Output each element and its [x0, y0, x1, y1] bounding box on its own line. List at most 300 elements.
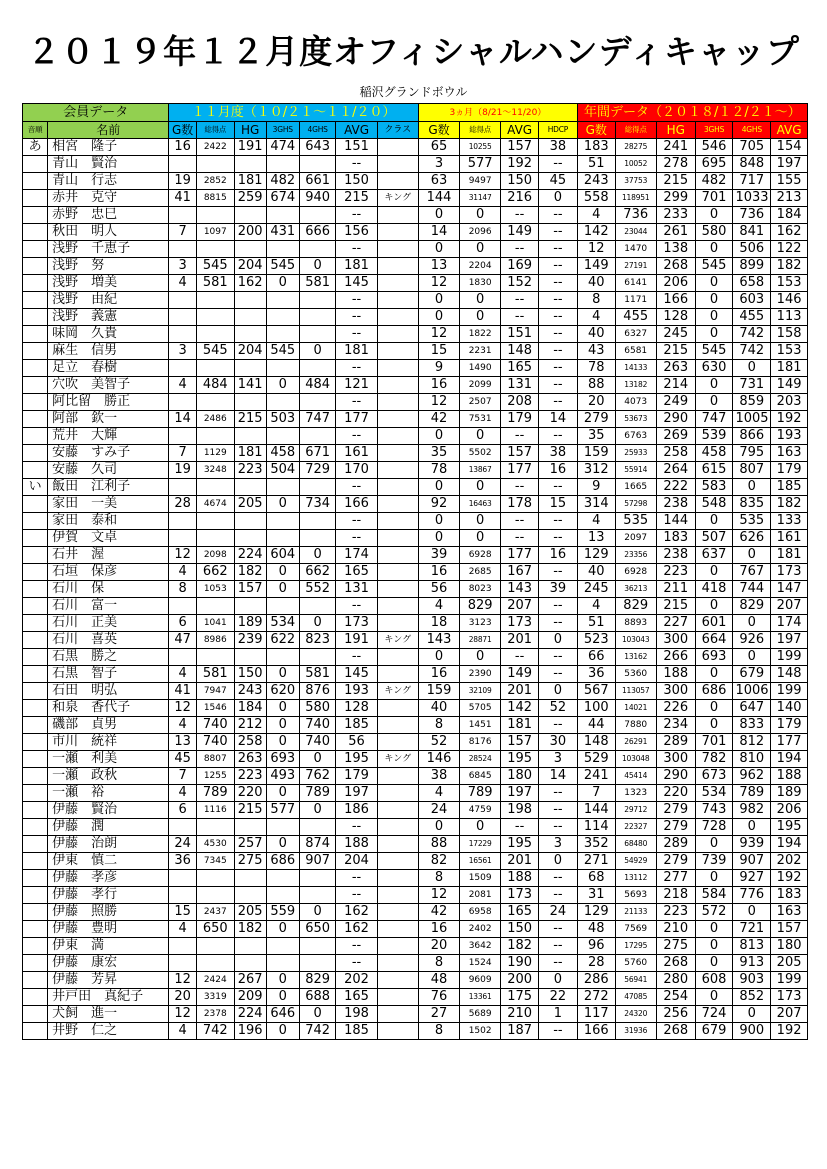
cell-year-hg: 188	[656, 666, 695, 683]
cell-month-games: 4	[169, 377, 196, 394]
cell-three-games: 38	[418, 768, 459, 785]
cell-month-4ghs: 650	[299, 921, 336, 938]
cell-month-3ghs	[266, 598, 299, 615]
table-row	[23, 751, 808, 768]
cell-year-hg: 290	[656, 411, 695, 428]
cell-name: 青山 行志	[48, 173, 169, 190]
cell-month-hg: 157	[234, 581, 266, 598]
cell-three-total: 1830	[460, 275, 501, 292]
cell-year-4ghs: 899	[733, 258, 771, 275]
cell-month-games	[169, 513, 196, 530]
table-row	[23, 700, 808, 717]
cell-month-4ghs: 581	[299, 666, 336, 683]
cell-three-hdcp: --	[538, 275, 577, 292]
cell-year-3ghs: 637	[695, 547, 733, 564]
cell-year-4ghs: 535	[733, 513, 771, 530]
cell-month-total: 1116	[196, 802, 234, 819]
cell-three-total: 5705	[460, 700, 501, 717]
cell-name: 石川 喜英	[48, 632, 169, 649]
cell-month-games: 28	[169, 496, 196, 513]
cell-month-4ghs	[299, 938, 336, 955]
cell-initial	[23, 649, 48, 666]
cell-year-total: 535	[615, 513, 656, 530]
cell-year-4ghs: 848	[733, 156, 771, 173]
group-header-row	[23, 104, 808, 122]
cell-three-hdcp: 1	[538, 1006, 577, 1023]
cell-initial	[23, 207, 48, 224]
cell-year-hg: 268	[656, 955, 695, 972]
cell-month-games: 7	[169, 224, 196, 241]
cell-initial	[23, 394, 48, 411]
cell-three-hdcp: --	[538, 802, 577, 819]
col-year-games: G数	[577, 122, 615, 139]
cell-month-hg: 200	[234, 224, 266, 241]
cell-month-class	[377, 972, 418, 989]
cell-name: 家田 泰和	[48, 513, 169, 530]
cell-three-hdcp: --	[538, 598, 577, 615]
cell-year-total: 24320	[615, 1006, 656, 1023]
cell-year-total: 29712	[615, 802, 656, 819]
cell-month-3ghs: 504	[266, 462, 299, 479]
cell-name: 石田 明弘	[48, 683, 169, 700]
cell-year-3ghs: 0	[695, 989, 733, 1006]
cell-year-4ghs: 833	[733, 717, 771, 734]
cell-month-hg: 220	[234, 785, 266, 802]
table-row	[23, 530, 808, 547]
cell-month-3ghs: 458	[266, 445, 299, 462]
cell-three-hdcp: --	[538, 428, 577, 445]
cell-year-avg: 185	[771, 479, 808, 496]
cell-year-hg: 258	[656, 445, 695, 462]
cell-three-avg: --	[501, 428, 539, 445]
cell-month-hg: 181	[234, 173, 266, 190]
cell-year-4ghs: 0	[733, 479, 771, 496]
cell-month-hg	[234, 870, 266, 887]
cell-name: 石黒 勝之	[48, 649, 169, 666]
cell-month-avg: 193	[336, 683, 377, 700]
table-row	[23, 360, 808, 377]
cell-year-3ghs: 686	[695, 683, 733, 700]
cell-month-3ghs: 534	[266, 615, 299, 632]
cell-initial	[23, 377, 48, 394]
cell-three-hdcp: --	[538, 887, 577, 904]
cell-name: 伊藤 芳昇	[48, 972, 169, 989]
cell-three-games: 16	[418, 921, 459, 938]
cell-three-hdcp: --	[538, 666, 577, 683]
cell-year-3ghs: 728	[695, 819, 733, 836]
cell-month-games	[169, 156, 196, 173]
cell-three-games: 65	[418, 139, 459, 156]
cell-month-total: 484	[196, 377, 234, 394]
cell-three-avg: 173	[501, 615, 539, 632]
cell-three-hdcp: 14	[538, 411, 577, 428]
cell-three-hdcp: --	[538, 785, 577, 802]
table-row	[23, 496, 808, 513]
cell-month-3ghs	[266, 292, 299, 309]
cell-three-avg: 165	[501, 904, 539, 921]
cell-year-4ghs: 736	[733, 207, 771, 224]
cell-month-hg: 191	[234, 139, 266, 156]
cell-month-total	[196, 513, 234, 530]
cell-month-hg: 223	[234, 768, 266, 785]
cell-year-3ghs: 580	[695, 224, 733, 241]
cell-three-hdcp: --	[538, 241, 577, 258]
cell-month-games: 45	[169, 751, 196, 768]
cell-year-total: 68480	[615, 836, 656, 853]
table-row	[23, 343, 808, 360]
table-row	[23, 1023, 808, 1040]
cell-year-4ghs: 731	[733, 377, 771, 394]
cell-three-avg: 177	[501, 547, 539, 564]
cell-year-hg: 222	[656, 479, 695, 496]
cell-year-avg: 140	[771, 700, 808, 717]
cell-month-4ghs: 747	[299, 411, 336, 428]
cell-three-total: 6958	[460, 904, 501, 921]
cell-name: 伊藤 潤	[48, 819, 169, 836]
cell-three-hdcp: 0	[538, 972, 577, 989]
cell-year-4ghs: 812	[733, 734, 771, 751]
cell-year-total: 23356	[615, 547, 656, 564]
cell-month-avg: --	[336, 819, 377, 836]
cell-year-4ghs: 647	[733, 700, 771, 717]
cell-month-class	[377, 224, 418, 241]
cell-month-games: 13	[169, 734, 196, 751]
table-row	[23, 139, 808, 156]
cell-year-hg: 220	[656, 785, 695, 802]
cell-year-hg: 263	[656, 360, 695, 377]
cell-month-3ghs	[266, 479, 299, 496]
cell-three-games: 52	[418, 734, 459, 751]
cell-initial	[23, 972, 48, 989]
cell-month-hg	[234, 156, 266, 173]
cell-initial	[23, 666, 48, 683]
cell-year-avg: 148	[771, 666, 808, 683]
cell-three-hdcp: 0	[538, 632, 577, 649]
cell-name: 石垣 保彦	[48, 564, 169, 581]
cell-year-hg: 279	[656, 802, 695, 819]
cell-month-total	[196, 360, 234, 377]
cell-month-4ghs	[299, 513, 336, 530]
table-row	[23, 768, 808, 785]
col-month-avg: AVG	[336, 122, 377, 139]
cell-month-games: 4	[169, 564, 196, 581]
cell-name: 伊藤 孝彦	[48, 870, 169, 887]
cell-name: 伊藤 治朗	[48, 836, 169, 853]
cell-year-hg: 300	[656, 683, 695, 700]
cell-year-3ghs: 539	[695, 428, 733, 445]
table-row	[23, 649, 808, 666]
cell-month-3ghs: 0	[266, 734, 299, 751]
cell-month-avg: 156	[336, 224, 377, 241]
cell-month-avg: 162	[336, 904, 377, 921]
cell-year-hg: 223	[656, 564, 695, 581]
cell-month-avg: --	[336, 207, 377, 224]
cell-month-total: 2437	[196, 904, 234, 921]
cell-year-avg: 179	[771, 462, 808, 479]
cell-month-hg: 181	[234, 445, 266, 462]
cell-month-total: 2378	[196, 1006, 234, 1023]
cell-month-4ghs	[299, 530, 336, 547]
column-header-row	[23, 122, 808, 139]
cell-name: 市川 統祥	[48, 734, 169, 751]
cell-month-total: 2486	[196, 411, 234, 428]
cell-month-class	[377, 989, 418, 1006]
cell-name: 石川 正美	[48, 615, 169, 632]
cell-year-avg: 195	[771, 819, 808, 836]
cell-year-3ghs: 418	[695, 581, 733, 598]
cell-month-avg: --	[336, 598, 377, 615]
cell-month-4ghs	[299, 309, 336, 326]
cell-year-games: 44	[577, 717, 615, 734]
cell-three-games: 0	[418, 479, 459, 496]
cell-three-total: 9609	[460, 972, 501, 989]
cell-name: 井野 仁之	[48, 1023, 169, 1040]
cell-year-4ghs: 835	[733, 496, 771, 513]
cell-month-total: 581	[196, 275, 234, 292]
cell-year-hg: 218	[656, 887, 695, 904]
cell-year-games: 78	[577, 360, 615, 377]
cell-month-avg: 145	[336, 275, 377, 292]
cell-three-total: 28524	[460, 751, 501, 768]
cell-month-games	[169, 394, 196, 411]
cell-year-total: 14021	[615, 700, 656, 717]
cell-year-avg: 157	[771, 921, 808, 938]
cell-month-games: 14	[169, 411, 196, 428]
cell-month-4ghs: 0	[299, 615, 336, 632]
cell-month-total	[196, 649, 234, 666]
cell-name: 石川 富一	[48, 598, 169, 615]
cell-month-4ghs: 662	[299, 564, 336, 581]
cell-month-class	[377, 258, 418, 275]
cell-year-4ghs: 841	[733, 224, 771, 241]
cell-month-total: 2424	[196, 972, 234, 989]
cell-month-games: 12	[169, 972, 196, 989]
cell-three-total: 7531	[460, 411, 501, 428]
cell-month-avg: 197	[336, 785, 377, 802]
cell-month-games	[169, 955, 196, 972]
cell-three-games: 18	[418, 615, 459, 632]
cell-three-hdcp: --	[538, 326, 577, 343]
cell-name: 伊東 慎二	[48, 853, 169, 870]
cell-month-total	[196, 156, 234, 173]
cell-year-3ghs: 458	[695, 445, 733, 462]
cell-month-class	[377, 156, 418, 173]
cell-month-total: 7947	[196, 683, 234, 700]
cell-year-3ghs: 0	[695, 275, 733, 292]
cell-three-total: 0	[460, 309, 501, 326]
cell-year-3ghs: 601	[695, 615, 733, 632]
cell-year-hg: 215	[656, 173, 695, 190]
cell-month-class	[377, 564, 418, 581]
cell-initial	[23, 292, 48, 309]
cell-three-games: 76	[418, 989, 459, 1006]
cell-year-3ghs: 693	[695, 649, 733, 666]
cell-month-4ghs: 581	[299, 275, 336, 292]
cell-month-avg: --	[336, 955, 377, 972]
cell-month-total	[196, 870, 234, 887]
cell-year-4ghs: 744	[733, 581, 771, 598]
cell-year-avg: 199	[771, 972, 808, 989]
cell-initial	[23, 173, 48, 190]
cell-year-3ghs: 0	[695, 700, 733, 717]
cell-three-avg: 208	[501, 394, 539, 411]
cell-month-3ghs: 0	[266, 989, 299, 1006]
cell-three-avg: 210	[501, 1006, 539, 1023]
cell-month-class	[377, 292, 418, 309]
cell-month-class	[377, 394, 418, 411]
cell-month-hg: 239	[234, 632, 266, 649]
cell-month-hg: 224	[234, 1006, 266, 1023]
cell-month-4ghs: 0	[299, 904, 336, 921]
cell-month-games: 4	[169, 785, 196, 802]
cell-name: 家田 一美	[48, 496, 169, 513]
cell-name: 浅野 増美	[48, 275, 169, 292]
cell-year-games: 66	[577, 649, 615, 666]
cell-year-total: 13112	[615, 870, 656, 887]
cell-year-3ghs: 664	[695, 632, 733, 649]
cell-year-hg: 269	[656, 428, 695, 445]
cell-month-hg: 196	[234, 1023, 266, 1040]
cell-month-games	[169, 649, 196, 666]
cell-initial	[23, 921, 48, 938]
cell-three-avg: 207	[501, 598, 539, 615]
cell-year-hg: 215	[656, 598, 695, 615]
cell-month-3ghs: 503	[266, 411, 299, 428]
cell-year-4ghs: 789	[733, 785, 771, 802]
table-row	[23, 717, 808, 734]
cell-initial	[23, 785, 48, 802]
cell-month-class	[377, 819, 418, 836]
cell-month-avg: 131	[336, 581, 377, 598]
cell-three-games: 12	[418, 394, 459, 411]
cell-month-avg: 181	[336, 258, 377, 275]
table-row	[23, 207, 808, 224]
cell-year-avg: 154	[771, 139, 808, 156]
cell-name: 磯部 貞男	[48, 717, 169, 734]
cell-name: 伊藤 康宏	[48, 955, 169, 972]
cell-month-games	[169, 530, 196, 547]
table-row	[23, 462, 808, 479]
cell-year-games: 148	[577, 734, 615, 751]
cell-month-games: 47	[169, 632, 196, 649]
cell-year-hg: 256	[656, 1006, 695, 1023]
cell-three-games: 13	[418, 258, 459, 275]
cell-initial	[23, 564, 48, 581]
cell-year-3ghs: 739	[695, 853, 733, 870]
cell-initial	[23, 445, 48, 462]
cell-three-total: 6845	[460, 768, 501, 785]
cell-month-class	[377, 428, 418, 445]
cell-month-4ghs: 876	[299, 683, 336, 700]
cell-month-avg: --	[336, 530, 377, 547]
cell-three-games: 0	[418, 428, 459, 445]
cell-three-games: 12	[418, 326, 459, 343]
cell-year-avg: 199	[771, 683, 808, 700]
cell-three-avg: --	[501, 649, 539, 666]
cell-year-4ghs: 913	[733, 955, 771, 972]
cell-month-total	[196, 887, 234, 904]
cell-year-3ghs: 701	[695, 190, 733, 207]
cell-three-avg: 216	[501, 190, 539, 207]
cell-three-avg: 131	[501, 377, 539, 394]
cell-year-games: 114	[577, 819, 615, 836]
cell-month-hg: 275	[234, 853, 266, 870]
cell-three-games: 0	[418, 819, 459, 836]
cell-year-total: 56941	[615, 972, 656, 989]
cell-year-total: 26291	[615, 734, 656, 751]
col-month-games: G数	[169, 122, 196, 139]
cell-three-total: 3642	[460, 938, 501, 955]
cell-three-avg: --	[501, 513, 539, 530]
cell-three-total: 6928	[460, 547, 501, 564]
table-row	[23, 445, 808, 462]
cell-three-total: 10255	[460, 139, 501, 156]
cell-month-hg: 205	[234, 496, 266, 513]
cell-month-games: 36	[169, 853, 196, 870]
cell-month-3ghs	[266, 649, 299, 666]
cell-year-total: 27191	[615, 258, 656, 275]
col-three-total: 総得点	[460, 122, 501, 139]
cell-year-4ghs: 0	[733, 1006, 771, 1023]
cell-year-avg: 207	[771, 1006, 808, 1023]
cell-month-4ghs: 484	[299, 377, 336, 394]
cell-three-avg: 187	[501, 1023, 539, 1040]
cell-year-avg: 205	[771, 955, 808, 972]
cell-month-class	[377, 377, 418, 394]
cell-name: 足立 春樹	[48, 360, 169, 377]
cell-month-games: 4	[169, 666, 196, 683]
cell-month-class	[377, 649, 418, 666]
cell-year-3ghs: 482	[695, 173, 733, 190]
cell-three-total: 9497	[460, 173, 501, 190]
col-month-4ghs: 4GHS	[299, 122, 336, 139]
cell-month-4ghs: 907	[299, 853, 336, 870]
cell-month-3ghs	[266, 870, 299, 887]
cell-three-games: 56	[418, 581, 459, 598]
cell-month-4ghs	[299, 360, 336, 377]
cell-month-avg: 186	[336, 802, 377, 819]
cell-year-hg: 278	[656, 156, 695, 173]
cell-three-total: 0	[460, 530, 501, 547]
cell-month-3ghs	[266, 309, 299, 326]
cell-month-games	[169, 207, 196, 224]
cell-month-hg: 162	[234, 275, 266, 292]
cell-three-hdcp: 22	[538, 989, 577, 1006]
cell-month-hg	[234, 241, 266, 258]
cell-month-games: 7	[169, 768, 196, 785]
cell-month-4ghs: 823	[299, 632, 336, 649]
cell-month-hg: 215	[234, 411, 266, 428]
cell-three-total: 1490	[460, 360, 501, 377]
cell-name: 浅野 由紀	[48, 292, 169, 309]
cell-month-3ghs: 0	[266, 377, 299, 394]
cell-year-games: 312	[577, 462, 615, 479]
cell-month-hg: 257	[234, 836, 266, 853]
table-row	[23, 241, 808, 258]
cell-initial	[23, 411, 48, 428]
cell-year-games: 129	[577, 904, 615, 921]
cell-month-avg: 215	[336, 190, 377, 207]
cell-month-4ghs: 874	[299, 836, 336, 853]
cell-name: 麻生 信男	[48, 343, 169, 360]
cell-year-avg: 163	[771, 445, 808, 462]
cell-initial	[23, 819, 48, 836]
cell-year-4ghs: 717	[733, 173, 771, 190]
cell-month-total: 1041	[196, 615, 234, 632]
cell-month-avg: --	[336, 394, 377, 411]
cell-year-games: 129	[577, 547, 615, 564]
cell-month-3ghs: 0	[266, 564, 299, 581]
